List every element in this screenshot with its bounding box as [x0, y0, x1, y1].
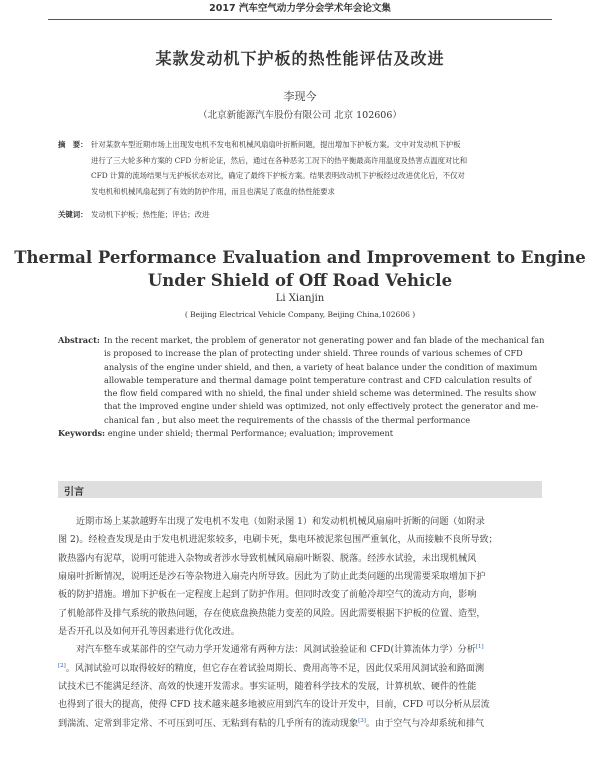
chinese-abstract-line: 进行了三大轮多种方案的 CFD 分析论证，然后，通过在各种恶劣工况下的热平衡最高许用温度及热害点温度对比和 — [91, 155, 468, 165]
chinese-author: 李现今 — [283, 90, 317, 103]
chinese-abstract-line: CFD 计算的流场结果与无护板状态对比，确定了最终下护板方案。结果表明改动机下护板经过改进优化后，不仅对 — [91, 171, 465, 181]
body-line-text: 。由于空气与冷却系统和排气 — [365, 718, 485, 729]
body-line — [58, 715, 544, 733]
body-text — [58, 513, 544, 733]
english-title-line: Thermal Performance Evaluation and Improvement to Engine — [14, 248, 586, 267]
body-line: 也得到了很大的提高，使得 CFD 技术越来越多地被应用到汽车的设计开发中，目前，CFD 可以分析从层流 — [58, 700, 490, 711]
english-abstract-line: is proposed to increase the plan of protecting under shield. Three rounds of various schemes of CFD — [104, 348, 523, 359]
english-abstract-line: the flow field compared with no shield, the final under shield scheme was determined. The results show — [104, 388, 537, 399]
citation-ref[interactable]: [3] — [358, 717, 366, 724]
body-line: 扇扇叶折断情况，说明还是沙石等杂物进入扇壳内所导致。因此为了防止此类问题的出现需要采取增加下护 — [58, 572, 486, 583]
running-header — [0, 0, 600, 20]
chinese-abstract-line: 针对某款车型近期市场上出现发电机不发电和机械风扇扇叶折断问题，提出增加下护板方案。文中对发动机下护板 — [91, 140, 461, 149]
english-abstract-line: analysis of the engine under shield, and then, a variety of heat balance under the condition of maximum — [104, 361, 538, 372]
chinese-keywords-text: 发动机下护板；热性能；评估；改进 — [91, 210, 210, 219]
citation-ref[interactable]: [2] — [58, 662, 66, 669]
english-title-line: Under Shield of Off Road Vehicle — [147, 271, 453, 290]
body-line: 是否开孔以及如何开孔等因素进行优化改进。 — [58, 627, 240, 638]
english-abstract-line: allowable temperature and thermal damage point temperature contrast and CFD calculation results of — [104, 374, 532, 385]
body-line: 散热器内有泥草，说明可能进入杂物或者涉水导致机械风扇扇叶断裂、脱落。经涉水试验，未出现机械风 — [58, 553, 477, 564]
section-heading-bar — [58, 481, 542, 498]
body-line — [58, 660, 544, 678]
body-line: 图 2)。经检查发现是由于发电机进泥浆较多，电刷卡死，集电环被泥浆包围严重氧化，从而接触不良所导致； — [58, 535, 498, 546]
header-rule — [48, 19, 552, 20]
chinese-keywords-label: 关键词： — [58, 210, 88, 219]
english-keywords-label: Keywords: — [58, 428, 106, 438]
running-title: 2017 汽车空气动力学分会学术年会论文集 — [209, 3, 391, 14]
chinese-abstract-body — [91, 137, 548, 199]
english-abstract-body — [104, 334, 548, 427]
body-line — [58, 641, 544, 659]
body-line: 板的防护措施。增加下护板在一定程度上起到了防护作用。但同时改变了前舱冷却空气的流动方向，影响 — [58, 590, 477, 601]
body-line: 试技术已不能满足经济、高效的快速开发需求。事实证明，随着科学技术的发展，计算机软、硬件的性能 — [58, 682, 477, 693]
chinese-abstract-label: 摘 要： — [58, 140, 88, 149]
english-affiliation: ( Beijing Electrical Vehicle Company, Beijing China,102606 ) — [184, 310, 416, 319]
english-abstract-line: that the improved engine under shield was optimized, not only effectively protect the generator and me- — [104, 401, 539, 412]
body-line-text: 对汽车整车或某部件的空气动力学开发通常有两种方法：风洞试验验证和 CFD(计算流体力学）分析 — [76, 645, 476, 656]
chinese-title: 某款发动机下护板的热性能评估及改进 — [155, 49, 445, 68]
english-abstract-line: chanical fan , but also meet the requirements of the chassis of the thermal performance — [104, 414, 471, 425]
body-line: 了机舱部件及排气系统的散热问题，存在使底盘换热能力变差的风险。因此需要根据下护板的位置、造型， — [58, 608, 486, 619]
section-title: 引言 — [64, 487, 84, 498]
chinese-affiliation: （北京新能源汽车股份有限公司 北京 102606） — [198, 110, 402, 121]
english-abstract-label: Abstract: — [58, 335, 100, 345]
english-keywords-text: engine under shield; thermal Performance; evaluation; improvement — [107, 428, 394, 438]
english-abstract-line: In the recent market, the problem of generator not generating power and fan blade of the mechanical fan — [104, 335, 545, 345]
body-line-text: 。风洞试验可以取得较好的精度，但它存在着试验周期长、费用高等不足，因此仅采用风洞试验和路面测 — [65, 663, 485, 674]
citation-ref[interactable]: [1] — [475, 644, 484, 651]
body-line-text: 到湍流、定常到非定常、不可压到可压、无粘到有粘的几乎所有的流动现象 — [58, 718, 359, 729]
english-title — [0, 246, 600, 292]
english-keywords — [58, 427, 548, 440]
english-author: Li Xianjin — [275, 293, 325, 304]
body-line: 近期市场上某款越野车出现了发电机不发电（如附录图 1）和发动机机械风扇扇叶折断的问题（如附录 — [76, 517, 485, 527]
chinese-abstract-line: 发电机和机械风扇起到了有效的防护作用，而且也满足了底盘的热性能要求 — [91, 186, 335, 196]
